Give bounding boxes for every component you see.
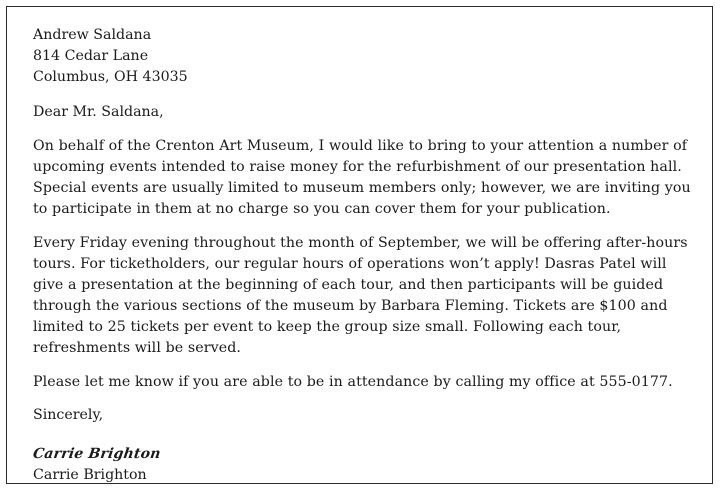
recipient-name: Andrew Saldana xyxy=(33,27,152,43)
paragraph-contact: Please let me know if you are able to be in attendance by calling my office at 555-0177. xyxy=(33,374,673,390)
sender-name: Carrie Brighton xyxy=(33,467,147,483)
handwritten-signature: Carrie Brighton xyxy=(31,446,162,462)
recipient-city-state-zip: Columbus, OH 43035 xyxy=(33,69,188,85)
paragraph-tours: Every Friday evening throughout the month of September, we will be offering after-hours tours. For ticketholders, our regular hours of operations won’t apply! Dasras Patel will give a presentation at the beginning of each tour, and then participants will be guided through the various sections of the museum by Barbara Fleming. Tickets are $100 and limited to 25 tickets per event to keep the group size small. Following each tour, refreshments will be served. xyxy=(33,235,688,356)
closing: Sincerely, xyxy=(33,407,104,423)
salutation: Dear Mr. Saldana, xyxy=(33,104,164,120)
paragraph-events: On behalf of the Crenton Art Museum, I would like to bring to your attention a number of upcoming events intended to raise money for the refurbishment of our presentation hall. Special events are usually limited to museum members only; however, we are inviting you to participate in them at no charge so you can cover them for your publication. xyxy=(33,138,691,217)
letter-body xyxy=(33,25,698,486)
recipient-address xyxy=(33,25,698,88)
recipient-street: 814 Cedar Lane xyxy=(33,48,149,64)
